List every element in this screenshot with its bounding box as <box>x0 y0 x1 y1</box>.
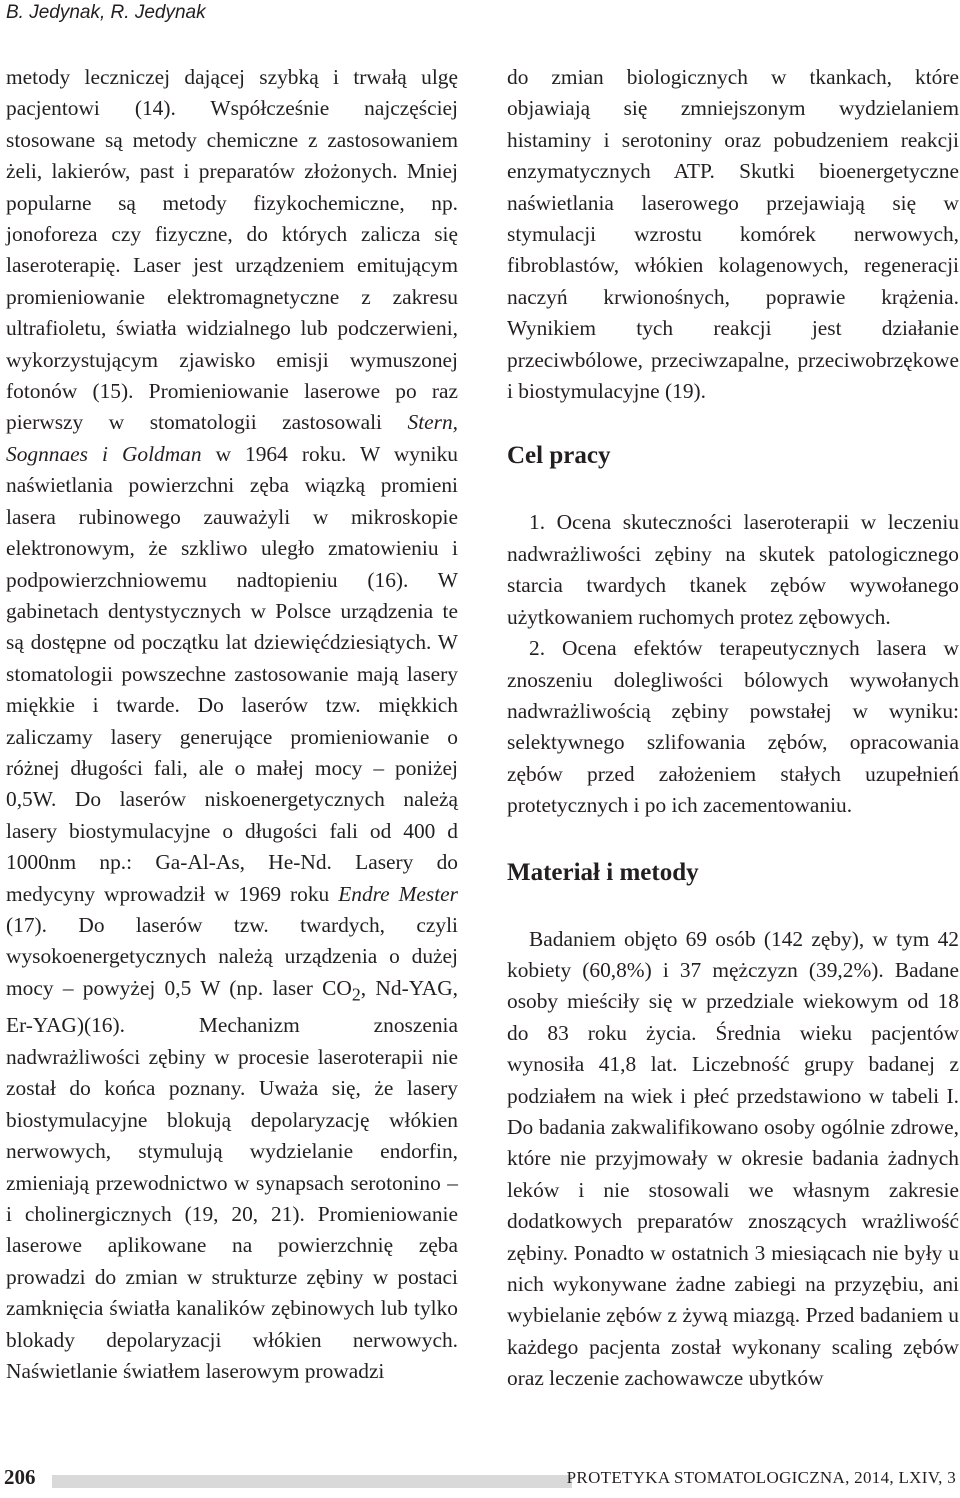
methods-paragraph: Badaniem objęto 69 osób (142 zęby), w tym 42 kobiety (60,8%) i 37 mężczyzn (39,2%). Badane osoby mieściły się w przedziale wiekowym od 18 do 83 roku życia. Średnia wieku pacjentów wynosiła 41,8 lat. Liczebność grupy badanej z podziałem na wiek i płeć przedstawiono w tabeli I. Do badania zakwalifikowano osoby ogólnie zdrowe, które nie przyjmowały w okresie badania żadnych leków i nie stosowali we własnym zakresie dodatkowych preparatów znoszących wrażliwość zębiny. Ponadto w ostatnich 3 miesiącach nie były u nich wykonywane żadne zabiegi na przyzębiu, ani wybielanie zębów z żywą miazgą. Przed badaniem u każdego pacjenta został wykonany scaling zębów oraz leczenie zachowawcze ubytków <box>507 926 959 1391</box>
left-column <box>6 62 458 1387</box>
page-number: 206 <box>4 1465 36 1489</box>
section-heading-methods: Materiał i metody <box>507 858 699 886</box>
author-names: Stern, Sognnaes i Goldman <box>6 410 458 466</box>
footer-bar <box>52 1475 572 1488</box>
text-run: (17). Do laserów tzw. twardych, czyli wysokoenergetycznych należą urządzenia o dużej mocy – powyżej 0,5 W (np. laser CO <box>6 912 458 1000</box>
goal-item-2: 2. Ocena efektów terapeutycznych lasera w znoszeniu dolegliwości bólowych wywołanych nadwrażliwością zębiny powstałej w wyniku: selektywnego szlifowania zębów, opracowania zębów przed założeniem stałych uzupełnień protetycznych i po ich zacementowaniu. <box>507 636 959 818</box>
person-name: Endre Mester <box>338 881 458 906</box>
body-paragraph <box>6 62 458 1387</box>
journal-citation: PROTETYKA STOMATOLOGICZNA, 2014, LXIV, 3 <box>566 1468 956 1487</box>
body-paragraph: do zmian biologicznych w tkankach, które objawiają się zmniejszonym wydzielaniem histaminy i serotoniny oraz pobudzeniem reakcji enzymatycznych ATP. Skutki bioenergetyczne naświetlania laserowego przejawiają się w stymulacji wzrostu komórek nerwowych, fibroblastów, włókien kolagenowych, regeneracji naczyń krwionośnych, poprawie krążenia. Wynikiem tych reakcji jest działanie przeciwbólowe, przeciwzapalne, przeciwobrzękowe i biostymulacyjne (19). <box>507 65 959 404</box>
text-run: , Nd-YAG, Er-YAG)(16). Mechanizm znoszenia nadwrażliwości zębiny w procesie laseroterapii nie został do końca poznany. Uważa się, że lasery biostymulacyjne blokują depolaryzację włókien nerwowych, stymulują wydzielanie endorfin, zmieniają przewodnictwo w synapsach serotonino – i cholinergicznych (19, 20, 21). Promieniowanie laserowe aplikowane na powierzchnię zęba prowadzi do zmian w strukturze zębiny w postaci zamknięcia światła kanalików zębinowych lub tylko blokady depolaryzacji włókien nerwowych. Naświetlanie światłem laserowym prowadzi <box>6 975 459 1383</box>
section-heading-goal: Cel pracy <box>507 442 611 470</box>
subscript: 2 <box>351 984 361 1005</box>
right-column <box>507 62 959 1395</box>
text-run: metody leczniczej dającej szybką i trwałą ulgę pacjentowi (14). Współcześnie najczęściej stosowane są metody chemiczne z zastosowaniem żeli, lakierów, past i preparatów złożonych. Mniej popularne są metody fizykochemiczne, np. jonoforeza czy fizyczne, do których zalicza się laseroterapię. Laser jest urządzeniem emitującym promieniowanie elektromagnetyczne z zakresu ultrafioletu, światła widzialnego lub podczerwieni, wykorzystującym zjawisko emisji wymuszonej fotonów (15). Promieniowanie laserowe po raz pierwszy w stomatologii zastosowali <box>6 65 458 435</box>
page-footer <box>0 1464 960 1494</box>
goal-item-1: 1. Ocena skuteczności laseroterapii w leczeniu nadwrażliwości zębiny na skutek patologicznego starcia twardych tkanek zębów wywołanego użytkowaniem ruchomych protez zębowych. <box>507 510 959 629</box>
text-run: w 1964 roku. W wyniku naświetlania powierzchni zęba wiązką promieni lasera rubinowego zauważyli w mikroskopie elektronowym, że szkliwo uległo zmatowieniu i podpowierzchniowemu nadtopieniu (16). W gabinetach dentystycznych w Polsce urządzenia te są dostępne od początku lat dziewięćdziesiątych. W stomatologii powszechne zastosowanie mają lasery miękkie i twarde. Do laserów tzw. miękkich zaliczamy lasery generujące promieniowanie o różnej długości fali, ale o małej mocy – poniżej 0,5W. Do laserów niskoenergetycznych należą lasery biostymulacyjne o długości fali od 400 d 1000nm np.: Ga-Al-As, He-Nd. Lasery do medycyny wprowadził w 1969 roku <box>6 441 458 906</box>
running-header-authors: B. Jedynak, R. Jedynak <box>6 2 206 23</box>
